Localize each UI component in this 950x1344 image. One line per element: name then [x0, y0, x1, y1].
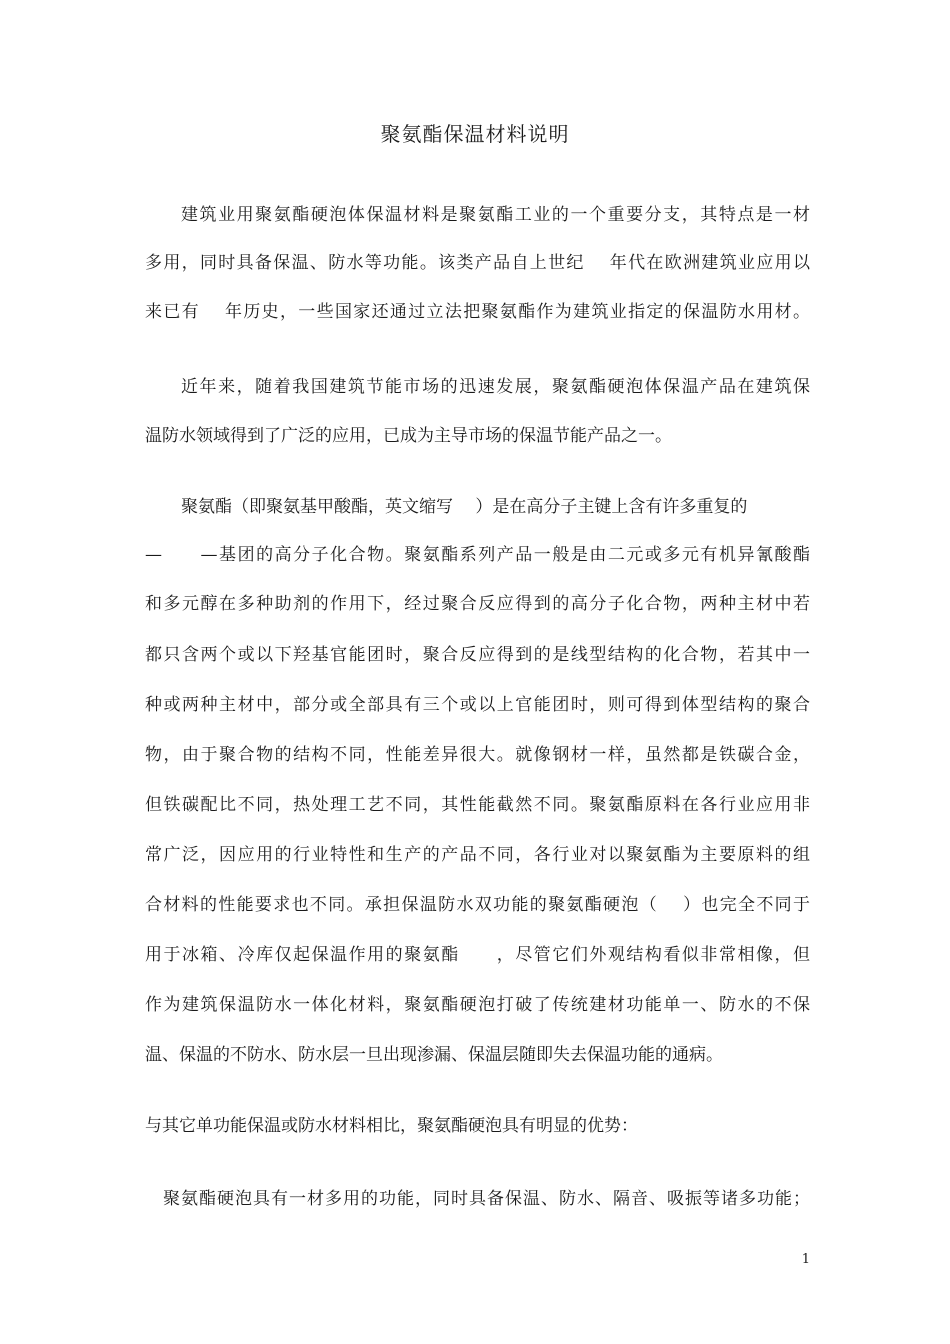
- paragraph-line: 合材料的性能要求也不同。承担保温防水双功能的聚氨酯硬泡（ ）也完全不同于: [145, 895, 810, 915]
- document-title: 聚氨酯保温材料说明: [380, 122, 570, 146]
- paragraph-line: 常广泛，因应用的行业特性和生产的产品不同，各行业对以聚氨酯为主要原料的组: [145, 845, 810, 865]
- paragraph-line: — —基团的高分子化合物。聚氨酯系列产品一般是由二元或多元有机异氰酸酯: [145, 545, 810, 565]
- paragraph-line: 与其它单功能保温或防水材料相比，聚氨酯硬泡具有明显的优势：: [145, 1116, 638, 1136]
- page-number: 1: [801, 1252, 810, 1267]
- paragraph-line: 作为建筑保温防水一体化材料，聚氨酯硬泡打破了传统建材功能单一、防水的不保: [145, 995, 810, 1015]
- paragraph-line: 来已有 年历史，一些国家还通过立法把聚氨酯作为建筑业指定的保温防水用材。: [145, 302, 810, 322]
- paragraph-line: 物，由于聚合物的结构不同，性能差异很大。就像钢材一样，虽然都是铁碳合金，: [145, 745, 810, 765]
- paragraph-line: 聚氨酯硬泡具有一材多用的功能，同时具备保温、防水、隔音、吸振等诸多功能；: [163, 1189, 810, 1209]
- paragraph-line: 温、保温的不防水、防水层一旦出现渗漏、保温层随即失去保温功能的通病。: [145, 1045, 723, 1065]
- paragraph-line: 聚氨酯（即聚氨基甲酸酯，英文缩写 ）是在高分子主键上含有许多重复的: [181, 497, 748, 517]
- paragraph-line: 种或两种主材中，部分或全部具有三个或以上官能团时，则可得到体型结构的聚合: [145, 695, 810, 715]
- paragraph-line: 用于冰箱、冷库仅起保温作用的聚氨酯 ，尽管它们外观结构看似非常相像，但: [145, 945, 810, 965]
- paragraph-line: 建筑业用聚氨酯硬泡体保温材料是聚氨酯工业的一个重要分支，其特点是一材: [181, 205, 810, 225]
- paragraph-line: 都只含两个或以下羟基官能团时，聚合反应得到的是线型结构的化合物，若其中一: [145, 645, 810, 665]
- paragraph-line: 温防水领域得到了广泛的应用，已成为主导市场的保温节能产品之一。: [145, 426, 672, 446]
- paragraph-line: 和多元醇在多种助剂的作用下，经过聚合反应得到的高分子化合物，两种主材中若: [145, 594, 810, 614]
- paragraph-line: 多用，同时具备保温、防水等功能。该类产品自上世纪 年代在欧洲建筑业应用以: [145, 253, 810, 273]
- paragraph-line: 近年来，随着我国建筑节能市场的迅速发展，聚氨酯硬泡体保温产品在建筑保: [181, 377, 810, 397]
- paragraph-line: 但铁碳配比不同，热处理工艺不同，其性能截然不同。聚氨酯原料在各行业应用非: [145, 795, 810, 815]
